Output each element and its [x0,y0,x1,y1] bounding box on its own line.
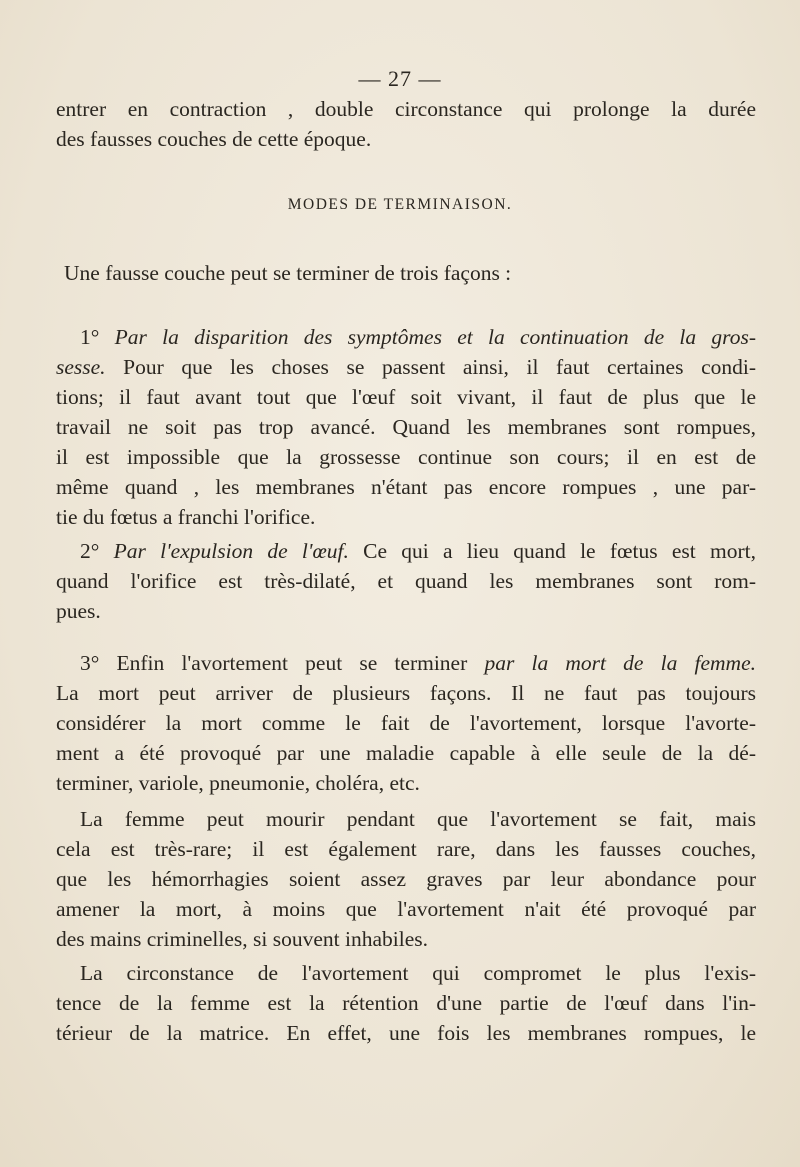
p1-line-5: il est impossible que la grossesse continue son cours; il en est de [56,445,756,469]
p5-line-3: térieur de la matrice. En effet, une fois les membranes rompues, le [56,1021,756,1045]
p1-number: 1° [80,325,115,349]
section-heading: MODES DE TERMINAISON. [287,196,513,213]
p4-line-3: que les hémorrhagies soient assez graves par leur abondance pour [56,867,756,891]
p2-number: 2° [80,539,114,563]
p3-line-4: ment a été provoqué par une maladie capable à elle seule de la dé- [56,741,756,765]
p2-line-3: pues. [56,599,101,623]
p4-line-1: La femme peut mourir pendant que l'avortement se fait, mais [80,807,756,831]
paragraph-intro: Une fausse couche peut se terminer de trois façons : [64,261,512,285]
p2-line-1 [80,536,756,566]
p4-line-2: cela est très-rare; il est également rare, dans les fausses couches, [56,837,756,861]
p1-line-1 [80,322,756,352]
p1-line-7: tie du fœtus a franchi l'orifice. [56,505,316,529]
p2-italic-title: Par l'expulsion de l'œuf. [113,539,349,563]
p3-line-1-text: Enfin l'avortement peut se terminer [116,651,485,675]
p3-line-2: La mort peut arriver de plusieurs façons. Il ne faut pas toujours [56,681,756,705]
p1-line-2-text: Pour que les choses se passent ainsi, il faut certaines condi- [105,355,756,379]
p5-line-1: La circonstance de l'avortement qui compromet le plus l'exis- [80,961,756,985]
p1-line-2 [56,352,756,382]
p1-line-3: tions; il faut avant tout que l'œuf soit vivant, il faut de plus que le [56,385,756,409]
p1-italic-title-end: sesse. [56,355,106,379]
page-number: — 27 — [358,66,442,91]
p3-line-3: considérer la mort comme le fait de l'avortement, lorsque l'avorte- [56,711,756,735]
p2-line-1-text: Ce qui a lieu quand le fœtus est mort, [348,539,756,563]
p5-line-2: tence de la femme est la rétention d'une partie de l'œuf dans l'in- [56,991,756,1015]
p3-line-5: terminer, variole, pneumonie, choléra, etc. [56,771,420,795]
p1-italic-title: Par la disparition des symptômes et la continuation de la gros- [114,325,756,349]
intro-line-2: des fausses couches de cette époque. [56,127,372,151]
p1-line-4: travail ne soit pas trop avancé. Quand les membranes sont rompues, [56,415,756,439]
intro-line-1: entrer en contraction , double circonstance qui prolonge la durée [56,97,756,121]
p3-italic-title: par la mort de la femme. [484,651,756,675]
p2-line-2: quand l'orifice est très-dilaté, et quand les membranes sont rom- [56,569,756,593]
p3-number: 3° [80,651,117,675]
p4-line-5: des mains criminelles, si souvent inhabiles. [56,927,429,951]
p4-line-4: amener la mort, à moins que l'avortement n'ait été provoqué par [56,897,756,921]
p1-line-6: même quand , les membranes n'étant pas encore rompues , une par- [56,475,756,499]
p3-line-1 [80,648,756,678]
